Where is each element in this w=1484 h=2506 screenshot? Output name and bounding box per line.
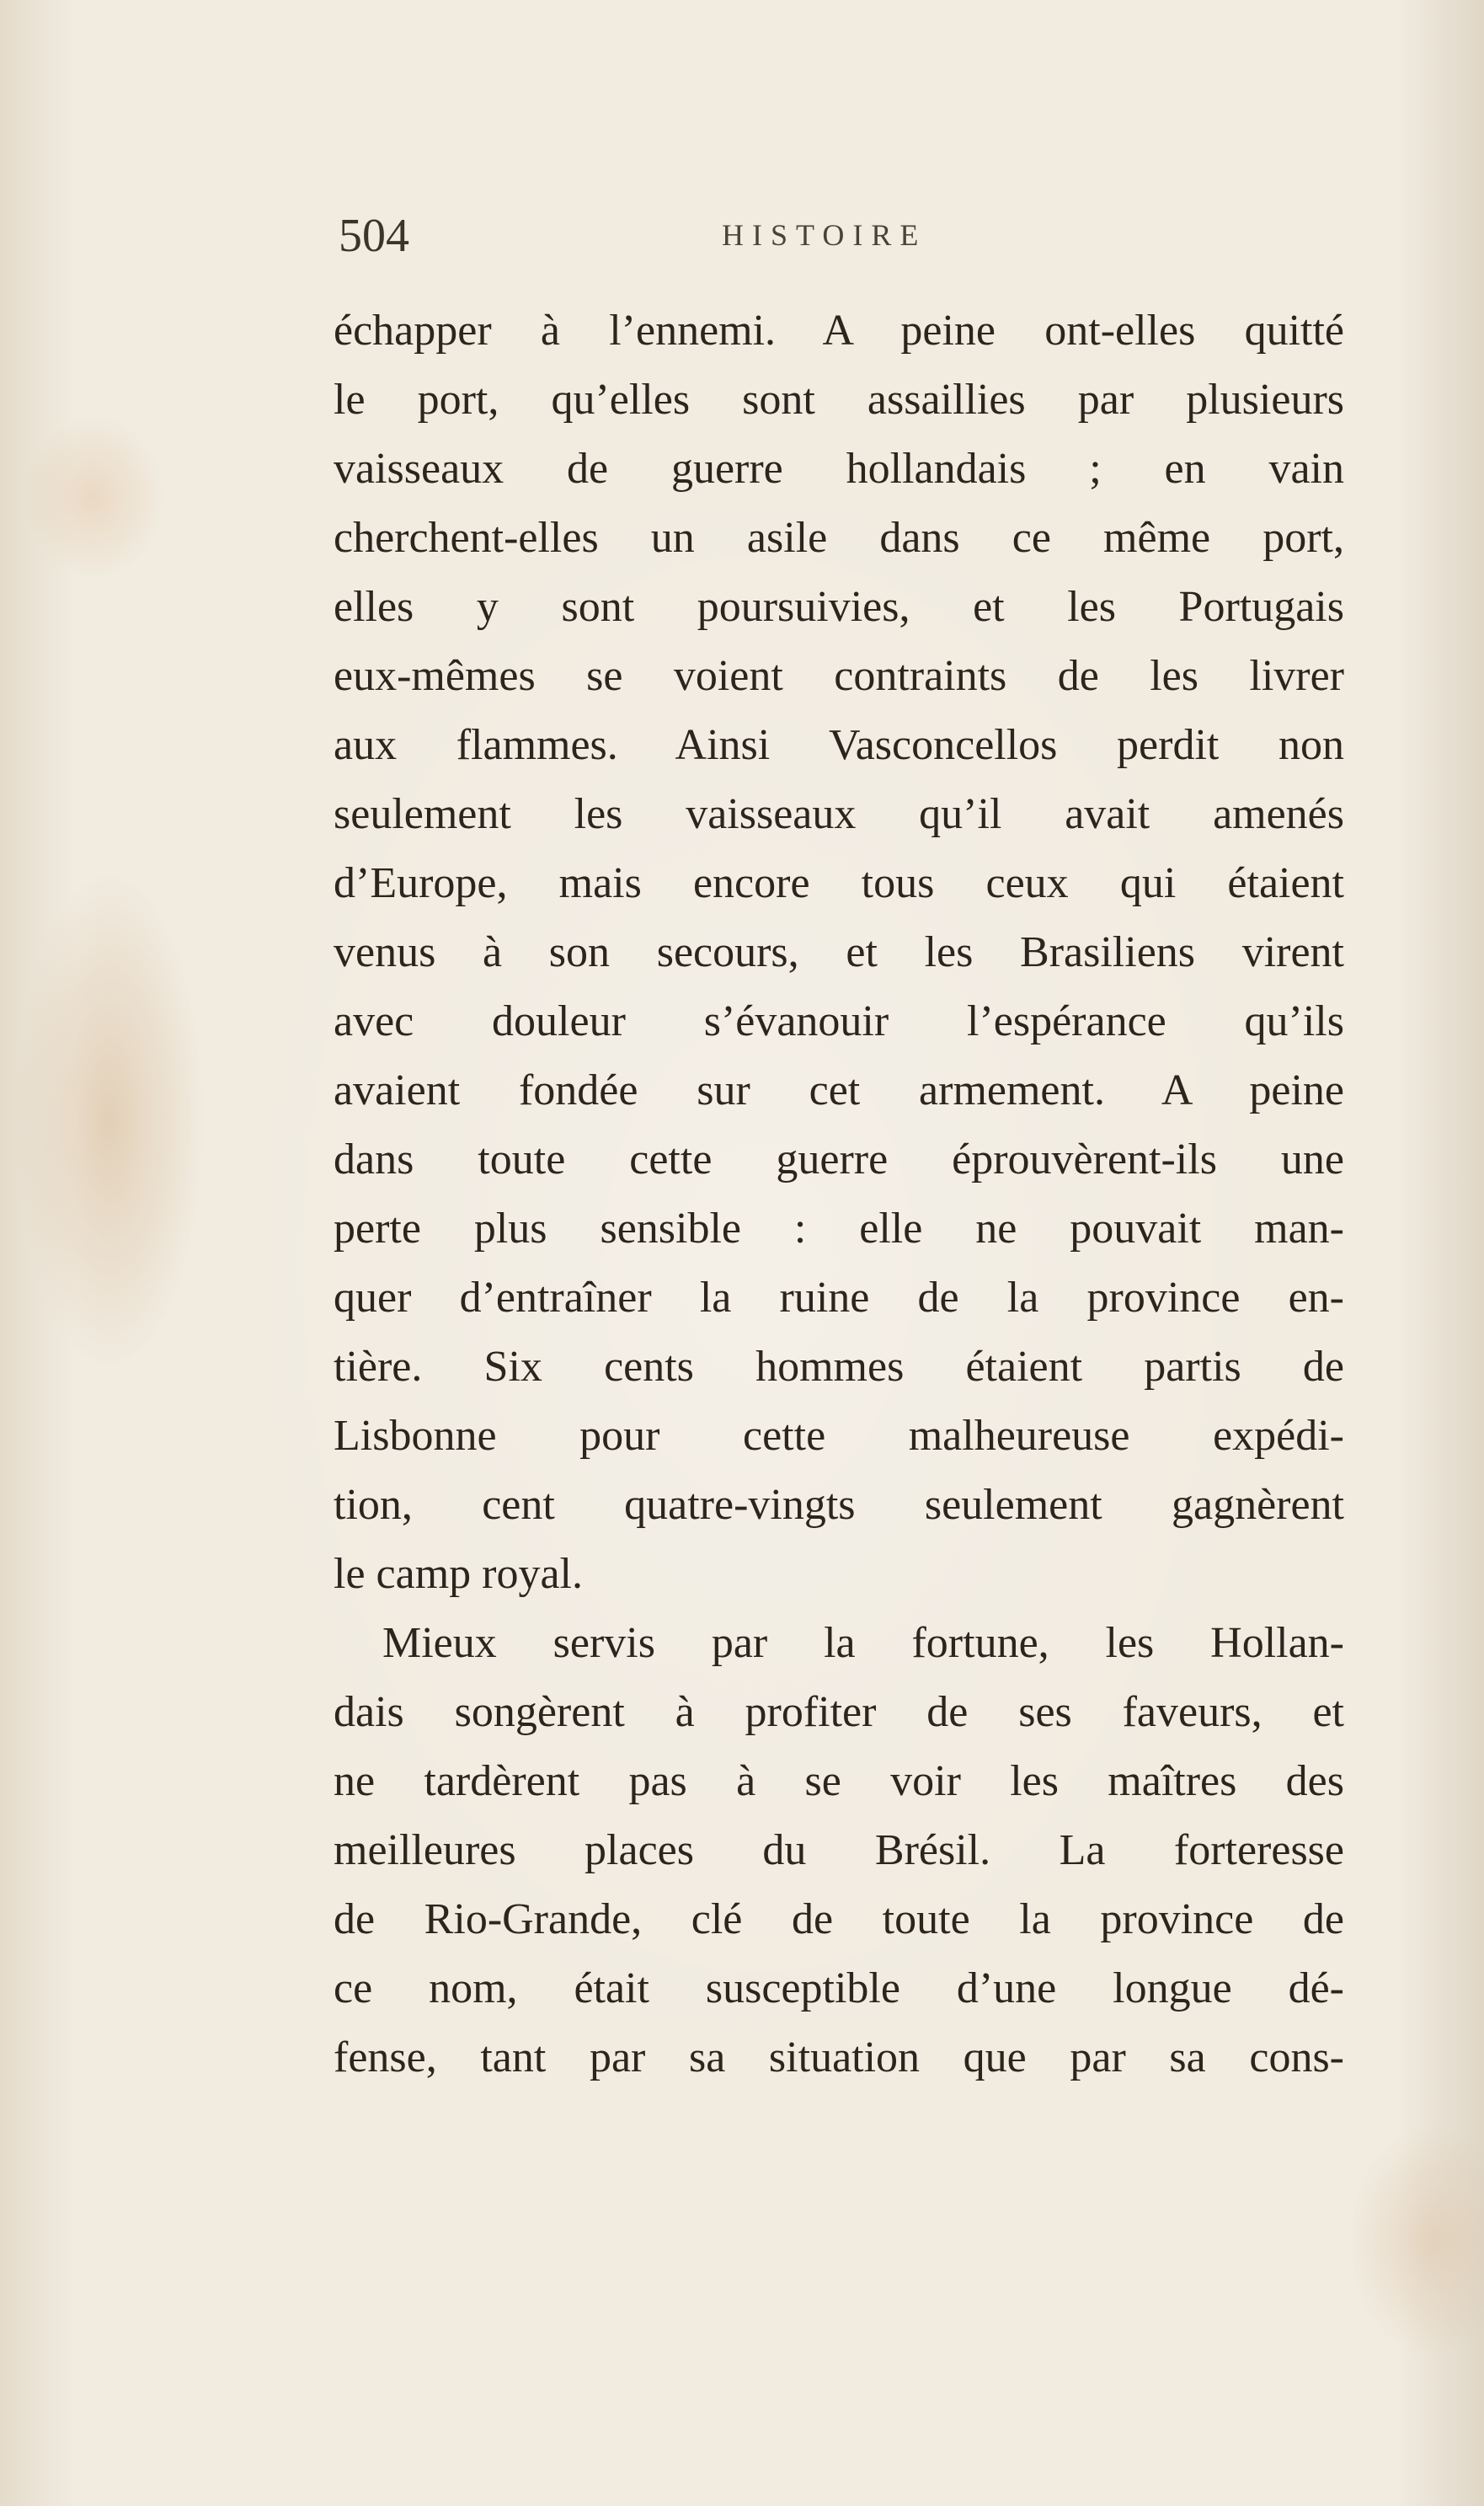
- text-line: dais songèrent à profiter de ses faveurs, et: [334, 1688, 1344, 1736]
- text-line: meilleures places du Brésil. La forteresse: [334, 1826, 1344, 1874]
- text-line: Lisbonne pour cette malheureuse expédi-: [334, 1412, 1344, 1460]
- text-line: seulement les vaisseaux qu’il avait amenés: [334, 790, 1344, 838]
- page-number: 504: [339, 210, 409, 262]
- text-line: tion, cent quatre-vingts seulement gagnèrent: [334, 1481, 1344, 1529]
- text-line: échapper à l’ennemi. A peine ont-elles quitté: [334, 307, 1344, 355]
- text-line: tière. Six cents hommes étaient partis de: [334, 1343, 1344, 1391]
- text-line: le port, qu’elles sont assaillies par plusieurs: [334, 376, 1344, 424]
- text-line: fense, tant par sa situation que par sa cons-: [334, 2033, 1344, 2081]
- text-line: avaient fondée sur cet armement. A peine: [334, 1066, 1344, 1114]
- running-title: HISTOIRE: [722, 218, 927, 252]
- running-head: [339, 206, 1349, 265]
- text-line: venus à son secours, et les Brasiliens virent: [334, 928, 1344, 976]
- text-line: vaisseaux de guerre hollandais ; en vain: [334, 445, 1344, 493]
- text-line: le camp royal.: [334, 1550, 583, 1598]
- paragraph-1: [334, 297, 1344, 1609]
- paragraph-2: [334, 1609, 1344, 2092]
- text-line: ne tardèrent pas à se voir les maîtres des: [334, 1757, 1344, 1805]
- text-line: cherchent-elles un asile dans ce même port,: [334, 514, 1344, 562]
- text-line: perte plus sensible : elle ne pouvait man-: [334, 1205, 1344, 1253]
- text-line: eux-mêmes se voient contraints de les livrer: [334, 652, 1344, 700]
- text-line: d’Europe, mais encore tous ceux qui étaient: [334, 859, 1344, 907]
- text-line: Mieux servis par la fortune, les Hollan-: [382, 1619, 1344, 1667]
- text-line: de Rio-Grande, clé de toute la province de: [334, 1895, 1344, 1943]
- text-line: elles y sont poursuivies, et les Portugais: [334, 583, 1344, 631]
- text-line: aux flammes. Ainsi Vasconcellos perdit non: [334, 721, 1344, 769]
- body-text: [334, 297, 1344, 2092]
- text-line: ce nom, était susceptible d’une longue dé-: [334, 1964, 1344, 2012]
- text-line: quer d’entraîner la ruine de la province en-: [334, 1274, 1344, 1322]
- text-line: avec douleur s’évanouir l’espérance qu’ils: [334, 997, 1344, 1045]
- text-line: dans toute cette guerre éprouvèrent-ils une: [334, 1135, 1344, 1184]
